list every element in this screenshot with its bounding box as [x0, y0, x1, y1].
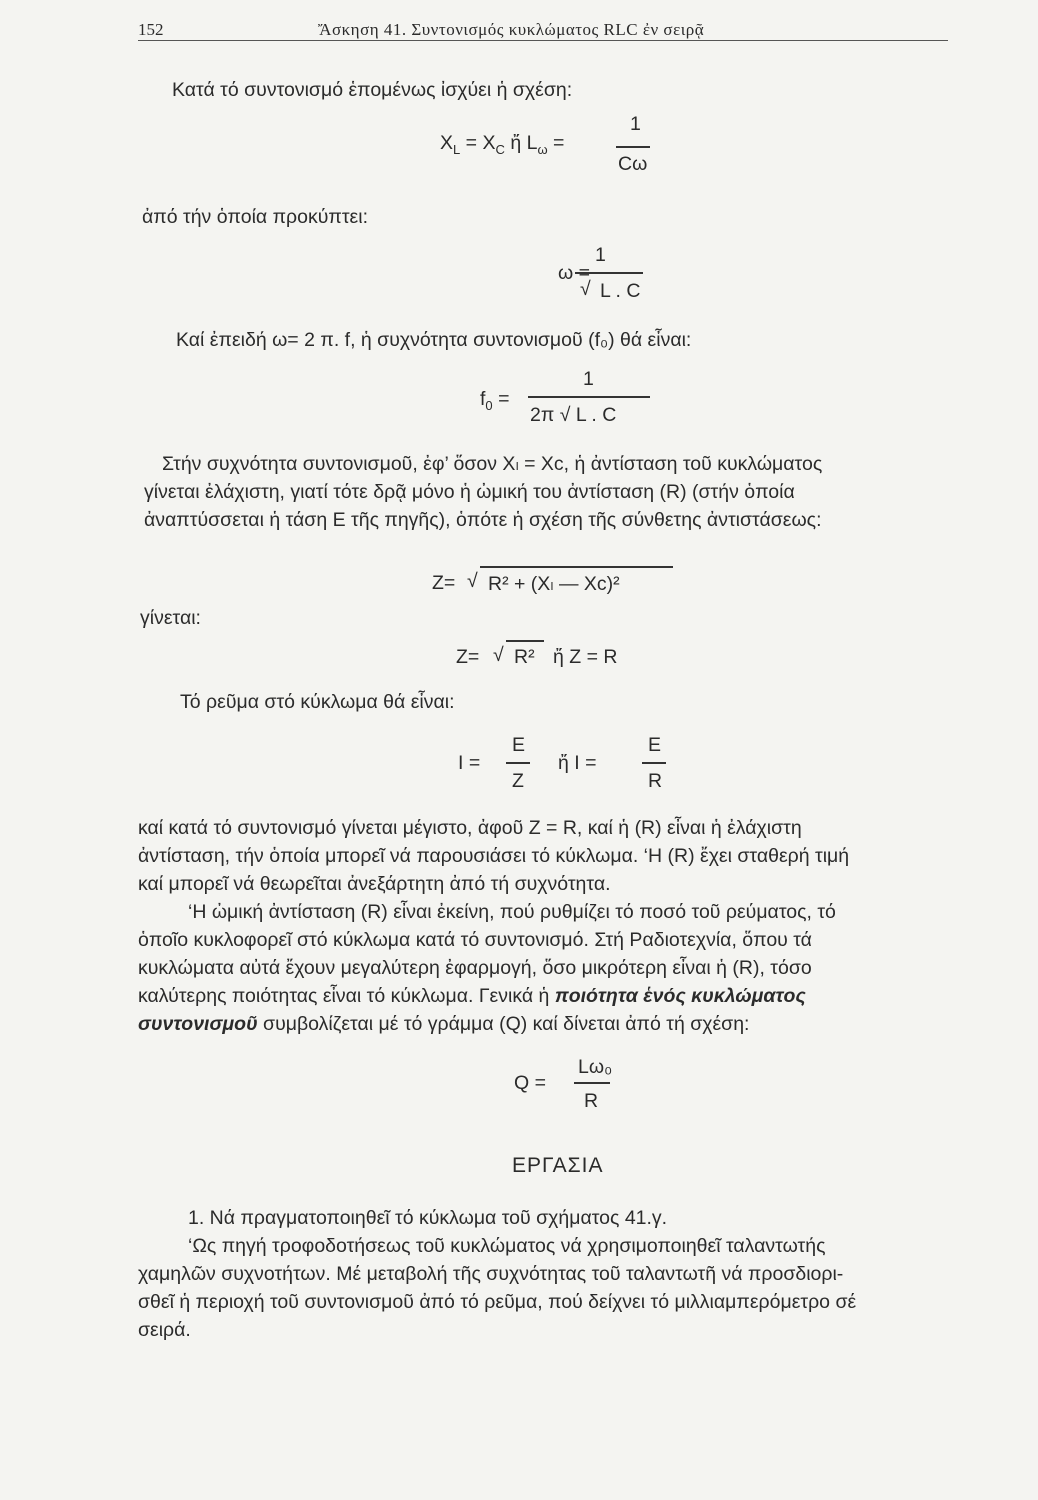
eq1-xc-sub: C [495, 141, 505, 157]
eq1-numerator: 1 [630, 113, 641, 135]
eq1-fraction-line [616, 146, 650, 148]
eq5-radical-bar [506, 640, 544, 642]
eq6-den1: Z [512, 770, 524, 792]
eq5-rest: ἤ Z = R [553, 646, 618, 668]
paragraph-quality-line4: ‘Η ὠμική ἀντίσταση (R) εἶναι ἐκείνη, πού ρυθμίζει τό ποσό τοῦ ρεύματος, τό [188, 901, 836, 923]
quality-term-bold2: συντονισμοῦ [138, 1013, 258, 1035]
eq1-lhs: X [440, 132, 454, 154]
eq3-lhs [480, 388, 509, 413]
eq2-sqrt-sign: √ [580, 278, 591, 300]
eq3-f: f [480, 388, 486, 410]
paragraph-quality-line5: ὁποῖο κυκλοφορεῖ στό κύκλωμα κατά τό συντονισμό. Στή Ραδιοτεχνία, ὅπου τά [138, 929, 812, 951]
paragraph-quality-line1: καί κατά τό συντονισμό γίνεται μέγιστο, ἀφοῦ Z = R, καί ἡ (R) εἶναι ἡ ἐλάχιστη [138, 817, 802, 839]
eq5-sqrt-sign: √ [493, 644, 504, 666]
eq6-or: ἤ I = [558, 752, 597, 774]
eq4-lhs: Z= [432, 572, 456, 594]
eq2-denominator: L . C [600, 280, 641, 302]
task-line2: ‘Ως πηγή τροφοδοτήσεως τοῦ κυκλώματος νά χρησιμοποιηθεῖ ταλαντωτής [188, 1235, 826, 1257]
eq1-or: ἤ [510, 132, 522, 154]
eq3-numerator: 1 [583, 368, 594, 390]
task-line4: σθεῖ ἡ περιοχή τοῦ συντονισμοῦ ἀπό τό ρεῦμα, πού δείχνει τό μιλλιαμπερόμετρο σέ [138, 1291, 857, 1313]
paragraph-intro: Κατά τό συντονισμό ἑπομένως ἰσχύει ἡ σχέση: [172, 79, 573, 101]
eq6-fraction-line1 [506, 762, 530, 764]
eq4-radical-bar [480, 566, 673, 568]
paragraph-derive: ἀπό τήν ὁποία προκύπτει: [142, 206, 369, 228]
eq1-denominator: Cω [618, 153, 648, 175]
section-heading: ΕΡΓΑΣΙΑ [512, 1154, 604, 1177]
running-header: Ἄσκηση 41. Συντονισμός κυκλώματος RLC ἐν σειρᾷ [318, 20, 705, 39]
eq1-eq2: = [553, 132, 565, 154]
eq4-radicand: R² + (Xₗ — Xᴄ)² [488, 573, 620, 595]
task-line3: χαμηλῶν συχνοτήτων. Μέ μεταβολή τῆς συχνότητας τοῦ ταλαντωτῆ νά προσδιορι- [138, 1263, 844, 1285]
eq3-2pi: 2π [530, 404, 555, 426]
eq6-num2: E [648, 734, 662, 756]
eq2-omega: ω [558, 262, 574, 284]
eq6-fraction-line2 [642, 762, 666, 764]
paragraph-quality-line2: ἀντίσταση, τήν ὁποία μπορεῖ νά παρουσιάσει τό κύκλωμα. ‘Η (R) ἔχει σταθερή τιμή [138, 845, 850, 867]
paragraph-impedance-line3: ἀναπτύσσεται ἡ τάση E τῆς πηγῆς), ὁπότε ἡ σχέση τῆς σύνθετης ἀντιστάσεως: [144, 509, 822, 531]
eq3-f-sub: 0 [485, 397, 493, 413]
eq1-xc: X [482, 132, 496, 154]
paragraph-current: Τό ρεῦμα στό κύκλωμα θά εἶναι: [180, 691, 455, 713]
eq2-numerator: 1 [595, 244, 606, 266]
paragraph-frequency: Καί ἐπειδή ω= 2 π. f, ἡ συχνότητα συντονισμοῦ (f₀) θά εἶναι: [176, 329, 692, 351]
paragraph-quality-line3: καί μπορεῖ νά θεωρεῖται ἀνεξάρτητη ἀπό τή συχνότητα. [138, 873, 611, 895]
page-number: 152 [138, 20, 164, 39]
paragraph-quality-line7 [138, 984, 806, 1008]
eq6-den2: R [648, 770, 663, 792]
eq7-fraction-line [574, 1082, 610, 1084]
paragraph-quality-line8 [138, 1012, 749, 1036]
paragraph-impedance-line2: γίνεται ἐλάχιστη, γιατί τότε δρᾷ μόνο ἡ ὠμική του ἀντίσταση (R) (στήν ὁποία [144, 481, 795, 503]
eq3-fraction-line [528, 396, 650, 398]
equation-resonance [440, 132, 564, 157]
header-rule [138, 40, 948, 41]
quality-term-bold: ποιότητα ἑνός κυκλώματος [554, 985, 806, 1007]
eq2-fraction-line [575, 272, 643, 274]
task-line1: 1. Νά πραγματοποιηθεῖ τό κύκλωμα τοῦ σχήματος 41.γ. [188, 1207, 668, 1229]
eq7-numerator: Lω₀ [578, 1056, 613, 1078]
eq4-sqrt-sign: √ [467, 570, 478, 592]
eq1-lhs-sub: L [453, 141, 461, 157]
eq6-num1: E [512, 734, 526, 756]
paragraph-impedance-line1: Στήν συχνότητα συντονισμοῦ, ἐφ’ ὅσον Xₗ = Xᴄ, ἡ ἀντίσταση τοῦ κυκλώματος [162, 453, 823, 475]
eq1-l-sub: ω [537, 141, 548, 157]
eq3-denominator: 2π √ L . C [530, 404, 617, 426]
task-line5: σειρά. [138, 1319, 191, 1341]
eq1-l: L [526, 132, 538, 154]
eq3-lc: L . C [575, 404, 617, 426]
quality-line7-text: καλύτερης ποιότητας εἶναι τό κύκλωμα. Γενικά ἡ [138, 985, 550, 1007]
eq7-lhs: Q = [514, 1072, 546, 1094]
paragraph-quality-line6: κυκλώματα αὐτά ἔχουν μεγαλύτερη ἐφαρμογή, ὅσο μικρότερη εἶναι ἡ (R), τόσο [138, 957, 812, 979]
eq6-lhs: I = [458, 752, 481, 774]
paragraph-becomes: γίνεται: [140, 607, 201, 629]
quality-line8-text: συμβολίζεται μέ τό γράμμα (Q) καί δίνεται ἀπό τή σχέση: [263, 1013, 750, 1035]
eq3-eq: = [498, 388, 510, 410]
eq1-eq: = [465, 132, 478, 154]
eq7-denominator: R [584, 1090, 599, 1112]
eq5-lhs: Z= [456, 646, 480, 668]
eq5-radicand: R² [514, 646, 535, 668]
